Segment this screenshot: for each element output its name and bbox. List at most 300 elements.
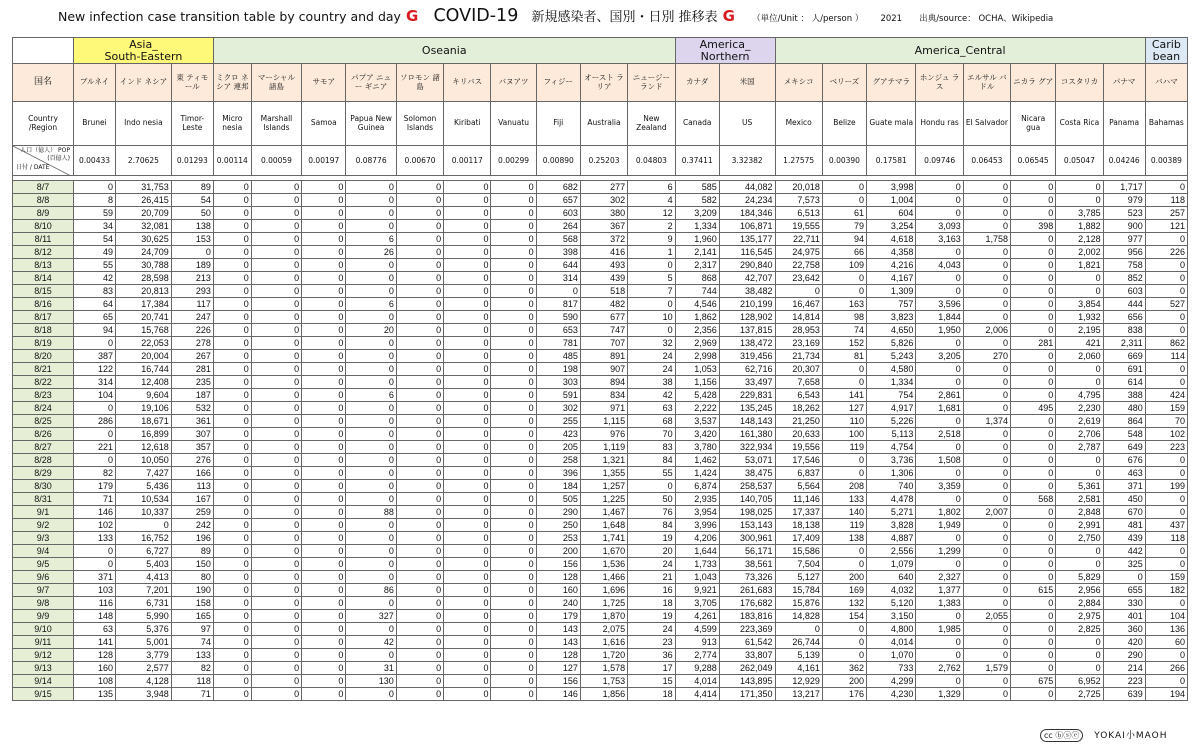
case-count-cell: 0 <box>251 402 301 415</box>
case-count-cell: 19,555 <box>775 220 822 233</box>
case-count-cell: 4,414 <box>675 688 719 701</box>
case-count-cell: 160 <box>73 662 115 675</box>
case-count-cell: 0 <box>1011 194 1056 207</box>
case-count-cell: 2,075 <box>580 623 627 636</box>
case-count-cell: 135,177 <box>719 233 775 246</box>
case-count-cell: 657 <box>536 194 580 207</box>
population-row <box>13 146 1188 176</box>
case-count-cell: 0 <box>213 376 251 389</box>
case-count-cell: 266 <box>1145 662 1187 675</box>
case-count-cell: 133 <box>73 532 115 545</box>
case-count-cell: 1,985 <box>916 623 963 636</box>
case-count-cell: 0 <box>491 532 536 545</box>
case-count-cell: 1,004 <box>867 194 916 207</box>
country-name-en: Indo nesia <box>116 102 172 146</box>
case-count-cell: 0 <box>251 363 301 376</box>
case-count-cell: 10,534 <box>116 493 172 506</box>
case-count-cell: 4,917 <box>867 402 916 415</box>
date-cell: 8/28 <box>13 454 74 467</box>
case-count-cell: 116,545 <box>719 246 775 259</box>
case-count-cell: 18,138 <box>775 519 822 532</box>
case-count-cell: 527 <box>1145 298 1187 311</box>
case-count-cell: 0 <box>491 324 536 337</box>
corner-cell <box>13 38 74 64</box>
case-count-cell: 240 <box>536 597 580 610</box>
case-count-cell: 70 <box>1145 415 1187 428</box>
case-count-cell: 83 <box>73 285 115 298</box>
case-count-cell: 4,261 <box>675 610 719 623</box>
case-count-cell: 50 <box>171 207 213 220</box>
table-row <box>13 233 1188 246</box>
table-row <box>13 194 1188 207</box>
case-count-cell: 0 <box>396 389 443 402</box>
case-count-cell: 0 <box>444 467 491 480</box>
date-cell: 8/10 <box>13 220 74 233</box>
case-count-cell: 0 <box>302 506 346 519</box>
case-count-cell: 2,774 <box>675 649 719 662</box>
case-count-cell: 0 <box>444 636 491 649</box>
country-population: 3.32382 <box>719 146 775 176</box>
case-count-cell: 0 <box>444 220 491 233</box>
case-count-cell: 614 <box>1103 376 1145 389</box>
case-count-cell: 0 <box>1011 272 1056 285</box>
case-count-cell: 0 <box>1145 311 1187 324</box>
case-count-cell: 0 <box>251 480 301 493</box>
case-count-cell: 0 <box>916 337 963 350</box>
country-name-jp: コスタリカ <box>1056 64 1103 102</box>
case-count-cell: 0 <box>963 363 1010 376</box>
case-count-cell: 31,753 <box>116 181 172 194</box>
case-count-cell: 0 <box>346 337 396 350</box>
country-name-jp: フィジー <box>536 64 580 102</box>
case-count-cell: 0 <box>1103 571 1145 584</box>
case-count-cell: 0 <box>302 467 346 480</box>
case-count-cell: 23,642 <box>775 272 822 285</box>
case-count-cell: 1,383 <box>916 597 963 610</box>
case-count-cell: 159 <box>1145 571 1187 584</box>
case-count-cell: 5,127 <box>775 571 822 584</box>
country-population: 0.00670 <box>396 146 443 176</box>
case-count-cell: 0 <box>1011 389 1056 402</box>
case-count-cell: 17,409 <box>775 532 822 545</box>
table-row <box>13 285 1188 298</box>
case-count-cell: 0 <box>916 558 963 571</box>
case-count-cell: 2,581 <box>1056 493 1103 506</box>
case-count-cell: 0 <box>213 428 251 441</box>
case-count-cell: 0 <box>963 493 1010 506</box>
case-count-cell: 6 <box>346 298 396 311</box>
case-count-cell: 582 <box>675 194 719 207</box>
case-count-cell: 55 <box>628 467 675 480</box>
case-count-cell: 1,329 <box>916 688 963 701</box>
country-population: 0.00299 <box>491 146 536 176</box>
case-count-cell: 0 <box>444 519 491 532</box>
country-name-en: Timor- Leste <box>171 102 213 146</box>
country-name-jp: ベリーズ <box>822 64 866 102</box>
case-count-cell: 4,014 <box>867 636 916 649</box>
case-count-cell: 532 <box>171 402 213 415</box>
case-count-cell: 148,143 <box>719 415 775 428</box>
table-body <box>13 181 1188 701</box>
table-row <box>13 402 1188 415</box>
country-population: 0.04246 <box>1103 146 1145 176</box>
case-count-cell: 0 <box>1011 545 1056 558</box>
case-count-cell: 852 <box>1103 272 1145 285</box>
country-population: 0.00389 <box>1145 146 1187 176</box>
case-count-cell: 0 <box>963 441 1010 454</box>
case-count-cell: 179 <box>73 480 115 493</box>
case-count-cell: 0 <box>491 480 536 493</box>
country-population: 0.25203 <box>580 146 627 176</box>
case-count-cell: 300,961 <box>719 532 775 545</box>
case-count-cell: 20,307 <box>775 363 822 376</box>
date-cell: 8/26 <box>13 428 74 441</box>
case-count-cell: 0 <box>346 350 396 363</box>
case-count-cell: 0 <box>396 662 443 675</box>
case-count-cell: 264 <box>536 220 580 233</box>
case-count-cell: 5,243 <box>867 350 916 363</box>
case-count-cell: 0 <box>963 207 1010 220</box>
case-count-cell: 114 <box>1145 350 1187 363</box>
country-population: 0.06545 <box>1011 146 1056 176</box>
table-row <box>13 376 1188 389</box>
case-count-cell: 505 <box>536 493 580 506</box>
case-count-cell: 0 <box>346 649 396 662</box>
country-population: 0.37411 <box>675 146 719 176</box>
country-name-en: Vanuatu <box>491 102 536 146</box>
case-count-cell: 6 <box>628 181 675 194</box>
country-population: 0.00390 <box>822 146 866 176</box>
case-count-cell: 141 <box>73 636 115 649</box>
case-count-cell: 0 <box>491 454 536 467</box>
case-count-cell: 398 <box>536 246 580 259</box>
case-count-cell: 0 <box>346 285 396 298</box>
case-count-cell: 118 <box>1145 194 1187 207</box>
country-population: 0.00117 <box>444 146 491 176</box>
case-count-cell: 9,604 <box>116 389 172 402</box>
case-count-cell: 5,226 <box>867 415 916 428</box>
case-count-cell: 0 <box>491 545 536 558</box>
case-count-cell: 1,377 <box>916 584 963 597</box>
country-name-jp: グアテマラ <box>867 64 916 102</box>
case-count-cell: 0 <box>916 363 963 376</box>
case-count-cell: 0 <box>302 493 346 506</box>
case-count-cell: 14,814 <box>775 311 822 324</box>
date-cell: 8/27 <box>13 441 74 454</box>
case-count-cell: 4,043 <box>916 259 963 272</box>
case-count-cell: 0 <box>251 259 301 272</box>
date-cell: 8/25 <box>13 415 74 428</box>
case-count-cell: 0 <box>251 376 301 389</box>
case-count-cell: 0 <box>302 272 346 285</box>
case-count-cell: 0 <box>251 636 301 649</box>
case-count-cell: 0 <box>346 558 396 571</box>
date-cell: 9/5 <box>13 558 74 571</box>
case-count-cell: 0 <box>963 402 1010 415</box>
case-count-cell: 1,508 <box>916 454 963 467</box>
case-count-cell: 0 <box>1011 181 1056 194</box>
case-count-cell: 0 <box>302 597 346 610</box>
date-cell: 9/1 <box>13 506 74 519</box>
country-population: 0.04803 <box>628 146 675 176</box>
case-count-cell: 0 <box>251 662 301 675</box>
case-count-cell: 15,586 <box>775 545 822 558</box>
case-count-cell: 20,741 <box>116 311 172 324</box>
case-count-cell: 0 <box>963 246 1010 259</box>
country-name-en: El Salvador <box>963 102 1010 146</box>
case-count-cell: 21,734 <box>775 350 822 363</box>
case-count-cell: 4,161 <box>775 662 822 675</box>
case-count-cell: 1,578 <box>580 662 627 675</box>
case-count-cell: 20,004 <box>116 350 172 363</box>
case-count-cell: 0 <box>302 350 346 363</box>
country-name-en: Bahamas <box>1145 102 1187 146</box>
case-count-cell: 0 <box>1145 467 1187 480</box>
case-count-cell: 1,758 <box>963 233 1010 246</box>
case-count-cell: 891 <box>580 350 627 363</box>
case-count-cell: 4,216 <box>867 259 916 272</box>
case-count-cell: 0 <box>916 246 963 259</box>
case-count-cell: 5,428 <box>675 389 719 402</box>
case-count-cell: 656 <box>1103 311 1145 324</box>
case-count-cell: 3,705 <box>675 597 719 610</box>
case-count-cell: 2,006 <box>963 324 1010 337</box>
case-count-cell: 0 <box>302 194 346 207</box>
date-cell: 8/16 <box>13 298 74 311</box>
case-count-cell: 3,254 <box>867 220 916 233</box>
table-row <box>13 610 1188 623</box>
case-count-cell: 0 <box>963 532 1010 545</box>
case-count-cell: 568 <box>1011 493 1056 506</box>
case-count-cell: 0 <box>302 545 346 558</box>
case-count-cell: 0 <box>444 493 491 506</box>
case-count-cell: 0 <box>396 597 443 610</box>
case-count-cell: 361 <box>171 415 213 428</box>
case-count-cell: 3,420 <box>675 428 719 441</box>
case-count-cell: 257 <box>1145 207 1187 220</box>
case-count-cell: 1,960 <box>675 233 719 246</box>
case-count-cell: 150 <box>171 558 213 571</box>
country-name-jp: バハマ <box>1145 64 1187 102</box>
table-row <box>13 363 1188 376</box>
region-group-header: America_Central <box>775 38 1145 64</box>
country-population: 0.06453 <box>963 146 1010 176</box>
case-count-cell: 17,384 <box>116 298 172 311</box>
case-count-cell: 0 <box>302 532 346 545</box>
case-count-cell: 0 <box>1056 454 1103 467</box>
case-count-cell: 2,055 <box>963 610 1010 623</box>
case-count-cell: 0 <box>302 207 346 220</box>
case-count-cell: 585 <box>675 181 719 194</box>
country-name-en: New Zealand <box>628 102 675 146</box>
case-count-cell: 22,758 <box>775 259 822 272</box>
case-count-cell: 23 <box>628 636 675 649</box>
case-count-cell: 744 <box>675 285 719 298</box>
case-count-cell: 444 <box>1103 298 1145 311</box>
case-count-cell: 0 <box>1145 363 1187 376</box>
case-count-cell: 121 <box>1145 220 1187 233</box>
case-count-cell: 293 <box>171 285 213 298</box>
case-count-cell: 6,952 <box>1056 675 1103 688</box>
case-count-cell: 0 <box>491 688 536 701</box>
case-count-cell: 42,707 <box>719 272 775 285</box>
case-count-cell: 0 <box>491 662 536 675</box>
case-count-cell: 0 <box>1011 506 1056 519</box>
case-count-cell: 18 <box>628 597 675 610</box>
case-count-cell: 0 <box>302 623 346 636</box>
case-count-cell: 0 <box>251 545 301 558</box>
population-caption <box>20 148 70 155</box>
case-count-cell: 16,899 <box>116 428 172 441</box>
date-cell: 8/8 <box>13 194 74 207</box>
case-count-cell: 70 <box>628 428 675 441</box>
case-count-cell: 1,616 <box>580 636 627 649</box>
case-count-cell: 1,950 <box>916 324 963 337</box>
case-count-cell: 0 <box>491 441 536 454</box>
case-count-cell: 862 <box>1145 337 1187 350</box>
case-count-cell: 109 <box>822 259 866 272</box>
case-count-cell: 130 <box>346 675 396 688</box>
case-count-cell: 0 <box>213 194 251 207</box>
case-count-cell: 1,882 <box>1056 220 1103 233</box>
case-count-cell: 2,787 <box>1056 441 1103 454</box>
case-count-cell: 0 <box>213 324 251 337</box>
case-count-cell: 0 <box>1011 467 1056 480</box>
case-count-cell: 649 <box>1103 441 1145 454</box>
case-count-cell: 2,725 <box>1056 688 1103 701</box>
case-count-cell: 184,346 <box>719 207 775 220</box>
case-count-cell: 1,225 <box>580 493 627 506</box>
case-count-cell: 12,408 <box>116 376 172 389</box>
case-count-cell: 1,257 <box>580 480 627 493</box>
footer-logos <box>1040 728 1167 744</box>
country-name-jp: ニュージー ランド <box>628 64 675 102</box>
table-row <box>13 519 1188 532</box>
case-count-cell: 0 <box>302 402 346 415</box>
case-count-cell: 0 <box>302 454 346 467</box>
case-count-cell: 82 <box>171 662 213 675</box>
title-japanese: 新規感染者、国別・日別 推移表 <box>531 10 718 25</box>
case-count-cell: 0 <box>628 324 675 337</box>
case-count-cell: 3,093 <box>916 220 963 233</box>
case-count-cell: 189 <box>171 259 213 272</box>
case-count-cell: 0 <box>251 415 301 428</box>
case-count-cell: 0 <box>396 675 443 688</box>
case-count-cell: 242 <box>171 519 213 532</box>
case-count-cell: 303 <box>536 376 580 389</box>
country-population: 0.00114 <box>213 146 251 176</box>
case-count-cell: 781 <box>536 337 580 350</box>
case-count-cell: 0 <box>1011 246 1056 259</box>
case-count-cell: 17,337 <box>775 506 822 519</box>
case-count-cell: 0 <box>73 428 115 441</box>
case-count-cell: 838 <box>1103 324 1145 337</box>
case-count-cell: 118 <box>1145 532 1187 545</box>
case-count-cell: 24 <box>628 623 675 636</box>
case-count-cell: 1,070 <box>867 649 916 662</box>
case-count-cell: 0 <box>73 558 115 571</box>
case-count-cell: 1,306 <box>867 467 916 480</box>
japanese-name-row <box>13 64 1188 102</box>
case-count-cell: 0 <box>822 558 866 571</box>
table-row <box>13 558 1188 571</box>
case-count-cell: 0 <box>302 441 346 454</box>
title-g-mark-2: G <box>722 7 735 25</box>
case-count-cell: 56,171 <box>719 545 775 558</box>
case-count-cell: 229,831 <box>719 389 775 402</box>
case-count-cell: 0 <box>444 194 491 207</box>
case-count-cell: 0 <box>916 415 963 428</box>
case-count-cell: 0 <box>302 311 346 324</box>
case-count-cell: 0 <box>444 285 491 298</box>
case-count-cell: 63 <box>73 623 115 636</box>
case-count-cell: 0 <box>396 519 443 532</box>
case-count-cell: 0 <box>916 675 963 688</box>
case-count-cell: 0 <box>1011 285 1056 298</box>
case-count-cell: 480 <box>1103 402 1145 415</box>
case-count-cell: 2,141 <box>675 246 719 259</box>
case-count-cell: 380 <box>580 207 627 220</box>
case-count-cell: 0 <box>536 285 580 298</box>
case-count-cell: 670 <box>1103 506 1145 519</box>
country-name-en: Samoa <box>302 102 346 146</box>
case-count-cell: 0 <box>491 207 536 220</box>
case-count-cell: 0 <box>302 649 346 662</box>
case-count-cell: 2,991 <box>1056 519 1103 532</box>
case-count-cell: 639 <box>1103 688 1145 701</box>
date-cell: 8/14 <box>13 272 74 285</box>
case-count-cell: 199 <box>1145 480 1187 493</box>
corner-japanese-label: 国名 <box>13 64 74 102</box>
case-count-cell: 5,436 <box>116 480 172 493</box>
date-cell: 8/21 <box>13 363 74 376</box>
case-count-cell: 0 <box>491 259 536 272</box>
case-count-cell: 141 <box>822 389 866 402</box>
corner-english-text: Country /Region <box>28 113 58 132</box>
case-count-cell: 104 <box>73 389 115 402</box>
case-count-cell: 21 <box>628 571 675 584</box>
country-name-jp: エルサル バドル <box>963 64 1010 102</box>
case-count-cell: 290 <box>536 506 580 519</box>
case-count-cell: 208 <box>822 480 866 493</box>
case-count-cell: 0 <box>73 545 115 558</box>
case-count-cell: 2,956 <box>1056 584 1103 597</box>
case-count-cell: 166 <box>171 467 213 480</box>
case-count-cell: 5,361 <box>1056 480 1103 493</box>
case-count-cell: 1,309 <box>867 285 916 298</box>
case-count-cell: 42 <box>628 389 675 402</box>
case-count-cell: 221 <box>73 441 115 454</box>
case-count-cell: 0 <box>444 623 491 636</box>
case-count-cell: 94 <box>822 233 866 246</box>
case-count-cell: 0 <box>213 233 251 246</box>
table-row <box>13 337 1188 350</box>
case-count-cell: 0 <box>213 519 251 532</box>
case-count-cell: 0 <box>444 506 491 519</box>
case-count-cell: 20,018 <box>775 181 822 194</box>
case-count-cell: 0 <box>963 675 1010 688</box>
case-count-cell: 0 <box>1011 623 1056 636</box>
country-name-jp: バヌアツ <box>491 64 536 102</box>
case-count-cell: 0 <box>346 493 396 506</box>
case-count-cell: 0 <box>73 337 115 350</box>
case-count-cell: 655 <box>1103 584 1145 597</box>
case-count-cell: 0 <box>396 584 443 597</box>
case-count-cell: 223 <box>1145 441 1187 454</box>
case-count-cell: 0 <box>916 194 963 207</box>
table-row <box>13 493 1188 506</box>
case-count-cell: 416 <box>580 246 627 259</box>
